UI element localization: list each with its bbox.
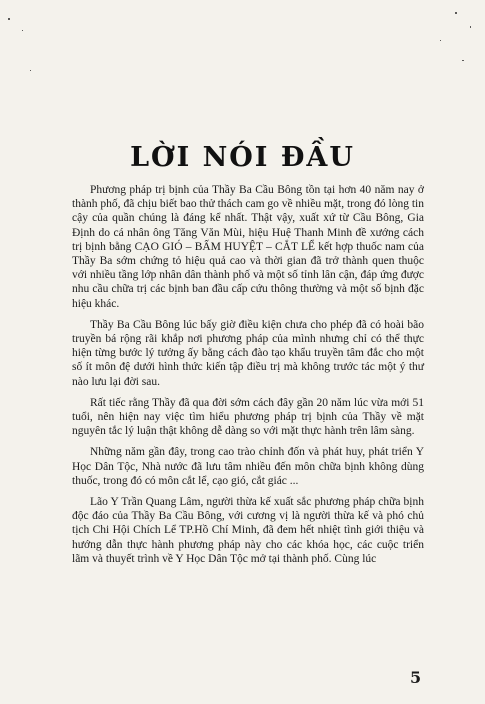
page-title: LỜI NÓI ĐẦU — [130, 142, 355, 173]
paragraph: Phương pháp trị bịnh của Thầy Ba Cầu Bông tồn tại hơn 40 năm nay ở thành phố, đã chịu biết bao thử thách cam go về nhiều mặt, trong đó lòng tin cậy của quần chúng là đáng kể nhất. Thật vậy, xuất xứ từ Cầu Bông, Gia Định do cá nhân ông Tăng Văn Mùi, hiệu Huệ Thanh Minh đề xướng cách trị bịnh bằng CẠO GIÓ – BẤM HUYỆT – CẮT LỂ kết hợp thuốc nam của Thầy Ba sớm chứng tỏ hiệu quả cao và thời gian đã trở thành quen thuộc với nhiều tầng lớp nhân dân thành phố và một số tỉnh lân cận, đáp ứng được nhu cầu chữa trị các bịnh ban đầu cấp cứu thông thường và một số bịnh đặc hiệu khác. — [72, 184, 424, 310]
paragraph: Thầy Ba Cầu Bông lúc bấy giờ điều kiện chưa cho phép đã có hoài bão truyền bá rộng rãi khắp nơi phương pháp của mình nhưng chỉ có thể thực hiện từng bước lý tưởng ấy bằng cách đào tạo khẩu truyền tâm đắc cho một số ít môn đệ dưới hình thức kiến tập điều trị mà không trước tác một ý thư nào lưu lại đời sau. — [72, 318, 424, 388]
page-number: 5 — [410, 668, 422, 687]
paragraph: Rất tiếc rằng Thầy đã qua đời sớm cách đây gần 20 năm lúc vừa mới 51 tuổi, nên hiện nay việc tìm hiểu phương pháp trị bịnh của Thầy về mặt nguyên tắc lý luận thật không dễ dàng so với mặt thực hành trên lâm sàng. — [72, 396, 424, 438]
paragraph: Lão Y Trần Quang Lâm, người thừa kế xuất sắc phương pháp chữa bịnh độc đáo của Thầy Ba Cầu Bông, với cương vị là người thừa kế và phó chủ tịch Chi Hội Chích Lể TP.Hồ Chí Minh, đã đem hết nhiệt tình giới thiệu và hướng dẫn thực hành phương pháp này cho các khóa học, các cuộc triển lãm và thuyết trình về Y Học Dân Tộc mở tại thành phố. Cùng lúc — [72, 496, 424, 565]
paragraph: Những năm gần đây, trong cao trào chỉnh đốn và phát huy, phát triển Y Học Dân Tộc, Nhà nước đã lưu tâm nhiều đến môn chữa bịnh không dùng thuốc, trong đó có môn cắt lể, cạo gió, cắt giác ... — [72, 446, 424, 487]
preface-body — [72, 183, 424, 573]
